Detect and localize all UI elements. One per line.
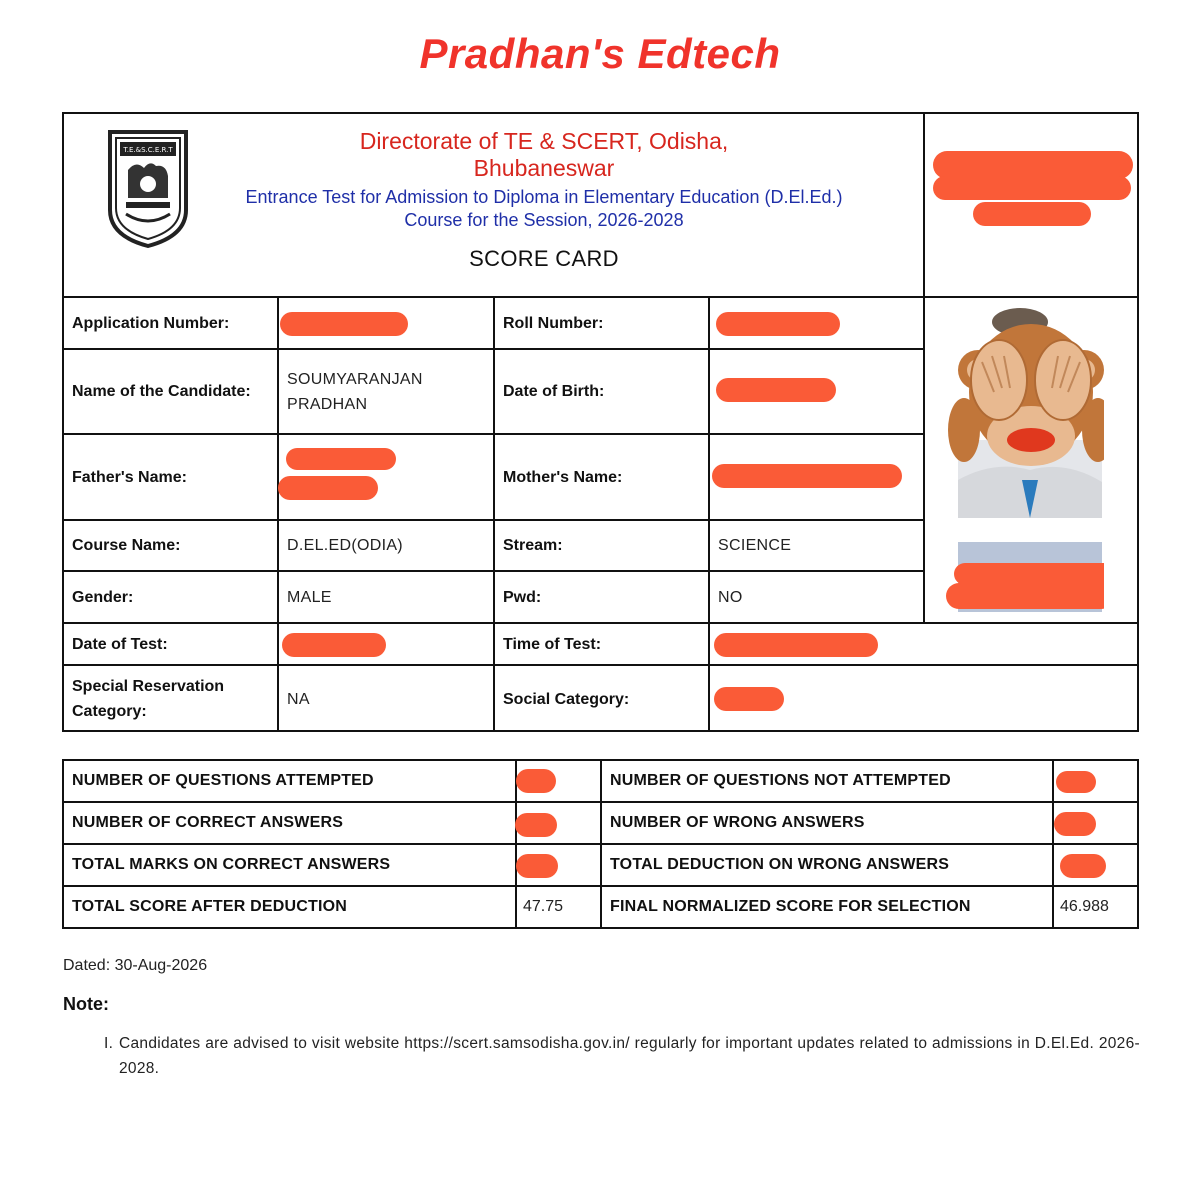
special-reservation-label-line2: Category: xyxy=(72,703,147,720)
father-name-label: Father's Name: xyxy=(72,468,187,486)
mother-name-label: Mother's Name: xyxy=(503,468,623,486)
note-number: I. xyxy=(104,1035,114,1052)
test-time-redacted xyxy=(714,633,878,657)
stream-value: SCIENCE xyxy=(718,537,792,554)
see-no-evil-monkey-icon xyxy=(894,300,1104,620)
correct-redacted xyxy=(515,813,557,837)
attempted-label: NUMBER OF QUESTIONS ATTEMPTED xyxy=(72,772,374,789)
father-name-redacted xyxy=(286,448,396,470)
note-title: Note: xyxy=(63,994,109,1014)
roll-number-label: Roll Number: xyxy=(503,314,604,332)
test-date-label: Date of Test: xyxy=(72,635,168,653)
score-card-title: SCORE CARD xyxy=(469,246,619,271)
normalized-score-label: FINAL NORMALIZED SCORE FOR SELECTION xyxy=(610,898,971,915)
pwd-label: Pwd: xyxy=(503,588,542,606)
special-reservation-value: NA xyxy=(287,690,310,708)
institution-seal-icon xyxy=(106,124,190,248)
note-item xyxy=(104,1031,1140,1081)
application-number-label: Application Number: xyxy=(72,314,230,332)
dob-label: Date of Birth: xyxy=(503,383,605,400)
exam-name-line2: Course for the Session, 2026-2028 xyxy=(404,210,684,230)
deduction-redacted xyxy=(1060,854,1106,878)
card-header xyxy=(64,114,925,298)
marks-correct-label: TOTAL MARKS ON CORRECT ANSWERS xyxy=(72,856,391,873)
redaction-mark xyxy=(973,202,1091,226)
test-date-redacted xyxy=(282,633,386,657)
correct-label: NUMBER OF CORRECT ANSWERS xyxy=(72,814,344,831)
pwd-value: NO xyxy=(718,588,743,606)
course-name-label: Course Name: xyxy=(72,537,181,554)
social-category-label: Social Category: xyxy=(503,690,630,708)
attempted-redacted xyxy=(516,769,556,793)
redaction-mark xyxy=(933,151,1133,179)
note-text: Candidates are advised to visit website https://scert.samsodisha.gov.in/ regularly for important updates related to admissions in D.El.Ed. 2026-2028. xyxy=(119,1035,1140,1077)
candidate-name-label: Name of the Candidate: xyxy=(72,383,251,400)
brand-title: Pradhan's Edtech xyxy=(419,30,781,77)
candidate-name-line1: SOUMYARANJAN xyxy=(287,370,423,388)
candidate-name-value xyxy=(279,350,493,433)
special-reservation-label xyxy=(64,666,277,732)
candidate-name-line2: PRADHAN xyxy=(287,395,368,413)
test-time-label: Time of Test: xyxy=(503,635,602,653)
wrong-label: NUMBER OF WRONG ANSWERS xyxy=(610,814,865,831)
gender-value: MALE xyxy=(287,588,332,606)
org-name-line1: Directorate of TE & SCERT, Odisha, xyxy=(359,128,729,154)
application-number-redacted xyxy=(280,312,408,336)
gender-label: Gender: xyxy=(72,588,134,606)
header-right-box xyxy=(925,114,1137,298)
redaction-mark xyxy=(933,176,1131,200)
deduction-label: TOTAL DEDUCTION ON WRONG ANSWERS xyxy=(610,856,950,873)
course-name-value: D.EL.ED(ODIA) xyxy=(287,537,403,554)
not-attempted-redacted xyxy=(1056,771,1096,793)
org-name-line2: Bhubaneswar xyxy=(473,155,615,181)
not-attempted-label: NUMBER OF QUESTIONS NOT ATTEMPTED xyxy=(610,772,951,789)
score-summary-table xyxy=(62,759,1139,929)
mother-name-redacted xyxy=(712,464,902,488)
wrong-redacted xyxy=(1054,812,1096,836)
dated-text: Dated: 30-Aug-2026 xyxy=(63,957,208,974)
total-score-value: 47.75 xyxy=(523,898,564,915)
total-score-label: TOTAL SCORE AFTER DEDUCTION xyxy=(72,898,348,915)
stream-label: Stream: xyxy=(503,537,563,554)
roll-number-redacted xyxy=(716,312,840,336)
father-name-redacted xyxy=(278,476,378,500)
special-reservation-label-line1: Special Reservation xyxy=(72,678,225,695)
exam-name-line1: Entrance Test for Admission to Diploma in Elementary Education (D.El.Ed.) xyxy=(245,187,843,207)
marks-correct-redacted xyxy=(516,854,558,878)
dob-redacted xyxy=(716,378,836,402)
seal-text: T.E.&S.C.E.R.T xyxy=(123,146,173,154)
normalized-score-value: 46.988 xyxy=(1060,898,1109,915)
social-category-redacted xyxy=(714,687,784,711)
